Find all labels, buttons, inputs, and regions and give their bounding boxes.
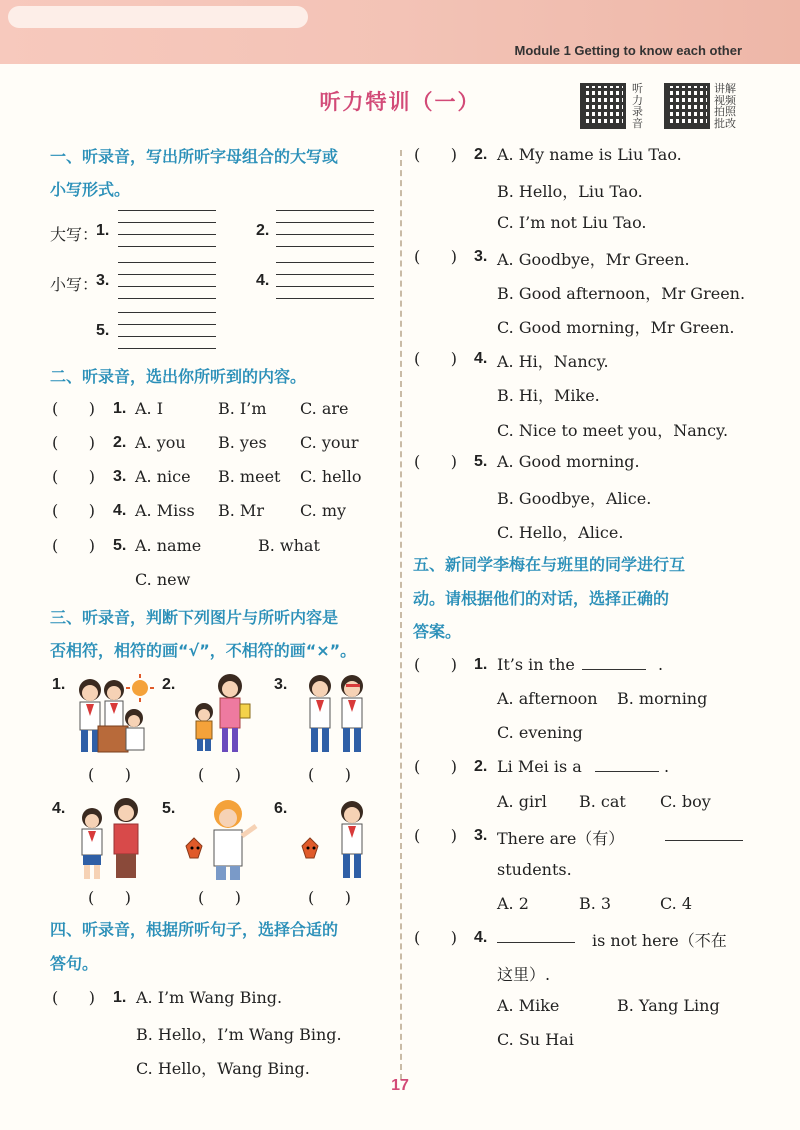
answer-paren[interactable]: ( ) (52, 467, 95, 486)
write-num-1: 1. (96, 222, 110, 239)
answer-paren[interactable]: ( ) (414, 826, 457, 845)
section1-heading-line1: 一、听录音，写出所听字母组合的大写或 (50, 147, 339, 166)
module-label: Module 1 Getting to know each other (514, 43, 742, 58)
write-num-4: 4. (256, 272, 270, 289)
picture-2-answer[interactable]: ( ) (198, 765, 241, 784)
banner-tab (8, 6, 308, 28)
lower-label: 小写： (50, 275, 99, 294)
answer-paren[interactable]: ( ) (414, 247, 457, 266)
answer-paren[interactable]: ( ) (414, 452, 457, 471)
section5-heading-line3: 答案。 (413, 622, 462, 641)
answer-paren[interactable]: ( ) (52, 501, 95, 520)
section4-heading-line1: 四、听录音，根据所听句子，选择合适的 (50, 920, 339, 939)
qr-code-video[interactable] (664, 83, 710, 129)
picture-1-students-greeting (68, 672, 158, 756)
section5-heading-line1: 五、新同学李梅在与班里的同学进行互 (413, 555, 686, 574)
answer-paren[interactable]: ( ) (52, 988, 95, 1007)
picture-5-answer[interactable]: ( ) (198, 888, 241, 907)
picture-6-boy-and-fox (296, 796, 376, 882)
picture-1-answer[interactable]: ( ) (88, 765, 131, 784)
write-num-5: 5. (96, 322, 110, 339)
qr-code-listening[interactable] (580, 83, 626, 129)
fill-blank[interactable] (595, 757, 659, 776)
answer-paren[interactable]: ( ) (52, 399, 95, 418)
answer-paren[interactable]: ( ) (414, 145, 457, 164)
write-num-2: 2. (256, 222, 270, 239)
fill-blank[interactable] (497, 928, 575, 947)
picture-3-answer[interactable]: ( ) (308, 765, 351, 784)
section5-heading-line2: 动。请根据他们的对话，选择正确的 (413, 589, 670, 608)
section3-heading-line1: 三、听录音，判断下列图片与所听内容是 (50, 608, 339, 627)
upper-label: 大写： (50, 225, 99, 244)
picture-2-mother-and-child (188, 670, 258, 756)
picture-4-answer[interactable]: ( ) (88, 888, 131, 907)
picture-5-man-and-fox (180, 796, 270, 882)
write-num-3: 3. (96, 272, 110, 289)
answer-paren[interactable]: ( ) (414, 757, 457, 776)
column-divider (400, 150, 402, 1080)
answer-paren[interactable]: ( ) (52, 536, 95, 555)
answer-paren[interactable]: ( ) (414, 349, 457, 368)
qr-label-video: 讲解视频拍照批改 (714, 82, 736, 130)
section2-heading: 二、听录音，选出你所听到的内容。 (50, 367, 307, 386)
answer-paren[interactable]: ( ) (414, 928, 457, 947)
picture-6-answer[interactable]: ( ) (308, 888, 351, 907)
picture-4-girl-and-teacher (72, 796, 152, 882)
answer-paren[interactable]: ( ) (52, 433, 95, 452)
qr-label-listening: 听力录音 (632, 82, 643, 130)
fill-blank[interactable] (582, 655, 646, 674)
section1-heading-line2: 小写形式。 (50, 180, 131, 199)
section3-heading-line2: 否相符，相符的画“√”，不相符的画“×”。 (50, 641, 357, 660)
picture-3-two-boys (298, 670, 378, 756)
page-number: 17 (391, 1077, 409, 1094)
page-title: 听力特训（一） (319, 90, 481, 114)
section4-heading-line2: 答句。 (50, 954, 99, 973)
fill-blank[interactable] (665, 826, 743, 845)
answer-paren[interactable]: ( ) (414, 655, 457, 674)
